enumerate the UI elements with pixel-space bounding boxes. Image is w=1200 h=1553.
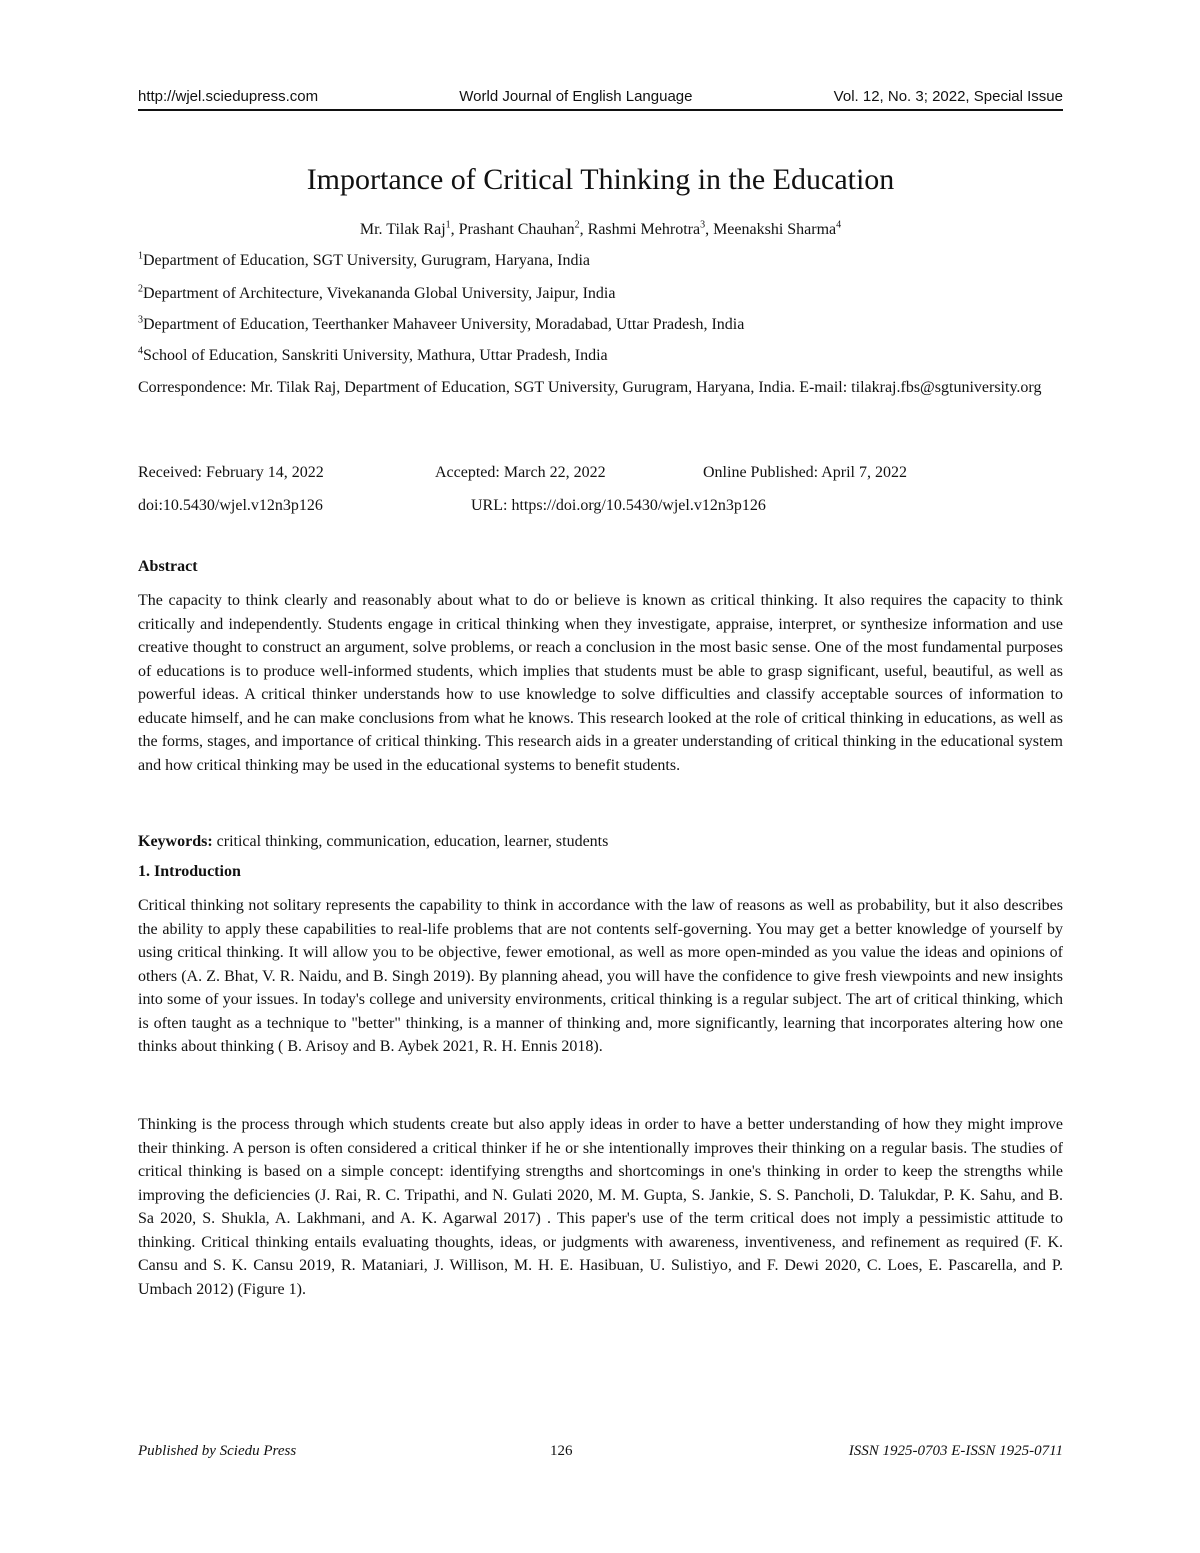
- author-sup: 1: [445, 219, 451, 231]
- publisher: Published by Sciedu Press: [138, 1443, 297, 1459]
- author-name: Rashmi Mehrotra: [587, 221, 701, 238]
- correspondence: Correspondence: Mr. Tilak Raj, Department of Education, SGT University, Gurugram, Haryana, India. E-mail: tilakraj.fbs@sgtuniversity.org: [138, 379, 1042, 396]
- author-name: Meenakshi Sharma: [713, 221, 837, 238]
- affiliation-text: Department of Education, Teerthanker Mahaveer University, Moradabad, Uttar Pradesh, India: [143, 316, 745, 333]
- volume-info: Vol. 12, No. 3; 2022, Special Issue: [833, 88, 1063, 105]
- author-separator: ,: [579, 221, 588, 238]
- author-sup: 4: [836, 219, 842, 231]
- affiliation-number: 3: [138, 314, 143, 326]
- author-sup: 2: [574, 219, 580, 231]
- affiliation-text: Department of Architecture, Vivekananda Global University, Jaipur, India: [143, 285, 616, 302]
- author-sup: 3: [700, 219, 706, 231]
- affiliation: [138, 283, 615, 305]
- doi-url[interactable]: URL: https://doi.org/10.5430/wjel.v12n3p126: [471, 497, 766, 514]
- keywords: [138, 831, 608, 853]
- journal-url[interactable]: http://wjel.sciedupress.com: [138, 88, 319, 105]
- doi: doi:10.5430/wjel.v12n3p126: [138, 497, 323, 514]
- affiliation: [138, 314, 744, 336]
- affiliation-text: Department of Education, SGT University, Gurugram, Haryana, India: [143, 252, 590, 269]
- running-header: [138, 88, 1063, 111]
- received-date: Received: February 14, 2022: [138, 464, 324, 481]
- affiliation-text: School of Education, Sanskriti University, Mathura, Uttar Pradesh, India: [143, 347, 608, 364]
- page-number: 126: [550, 1443, 573, 1459]
- affiliation-number: 1: [138, 250, 143, 262]
- affiliation-number: 4: [138, 345, 143, 357]
- accepted-date: Accepted: March 22, 2022: [435, 464, 606, 481]
- affiliation: [138, 345, 608, 367]
- author-name: Prashant Chauhan: [458, 221, 575, 238]
- author-separator: ,: [450, 221, 459, 238]
- abstract-heading: Abstract: [138, 558, 198, 575]
- page-footer: [138, 1443, 1063, 1465]
- abstract-text: The capacity to think clearly and reasonably about what to do or believe is known as critical thinking. It also requires the capacity to think critically and independently. Students engage in critical thinking when they investigate, appraise, interpret, or synthesize information and use creative thought to construct an argument, solve problems, or reach a conclusion in the most basic sense. One of the most fundamental purposes of educations is to produce well-informed students, which implies that students must be able to grasp significant, useful, beautiful, as well as powerful ideas. A critical thinker understands how to use knowledge to solve difficulties and classify acceptable sources of information to educate himself, and he can make conclusions from what he knows. This research looked at the role of critical thinking in educations, as well as the forms, stages, and importance of critical thinking. This research aids in a greater understanding of critical thinking in the educational system and how critical thinking may be used in the educational systems to benefit students.: [138, 592, 1063, 774]
- paper-title: Importance of Critical Thinking in the Education: [306, 163, 895, 196]
- author-name: Mr. Tilak Raj: [359, 221, 446, 238]
- introduction-heading: 1. Introduction: [138, 863, 241, 880]
- author-separator: ,: [705, 221, 714, 238]
- keywords-text: critical thinking, communication, education, learner, students: [212, 833, 609, 850]
- affiliation-number: 2: [138, 283, 143, 295]
- keywords-label: Keywords:: [138, 833, 213, 850]
- intro-paragraph-1: Critical thinking not solitary represents the capability to think in accordance with the law of reasons as well as probability, but it also describes the ability to apply these capabilities to real-life problems that are not contents self-governing. You may get a better knowledge of yourself by using critical thinking. It will allow you to be objective, fewer emotional, as well as more open-minded as you value the ideas and opinions of others (A. Z. Bhat, V. R. Naidu, and B. Singh 2019). By planning ahead, you will have the confidence to give fresh viewpoints and new insights into some of your issues. In today's college and university environments, critical thinking is a regular subject. The art of critical thinking, which is often taught as a technique to "better" thinking, is a manner of thinking and, more significantly, learning that incorporates altering how one thinks about thinking ( B. Arisoy and B. Aybek 2021, R. H. Ennis 2018).: [138, 897, 1063, 1055]
- published-date: Online Published: April 7, 2022: [703, 464, 907, 481]
- journal-name: World Journal of English Language: [459, 88, 693, 105]
- intro-paragraph-2: Thinking is the process through which students create but also apply ideas in order to have a better understanding of how they might improve their thinking. A person is often considered a critical thinker if he or she intentionally improves their thinking on a regular basis. The studies of critical thinking is based on a simple concept: identifying strengths and shortcomings in one's thinking in order to keep the strengths while improving the deficiencies (J. Rai, R. C. Tripathi, and N. Gulati 2020, M. M. Gupta, S. Jankie, S. S. Pancholi, D. Talukdar, P. K. Sahu, and B. Sa 2020, S. Shukla, A. Lakhmani, and A. K. Agarwal 2017) . This paper's use of the term critical does not imply a pessimistic attitude to thinking. Critical thinking entails evaluating thoughts, ideas, or judgments with awareness, inventiveness, and refinement as required (F. K. Cansu and S. K. Cansu 2019, R. Mataniari, J. Willison, M. H. E. Hasibuan, U. Sulistiyo, and F. Dewi 2020, C. Loes, E. Pascarella, and P. Umbach 2012) (Figure 1).: [138, 1116, 1063, 1298]
- issn: ISSN 1925-0703 E-ISSN 1925-0711: [848, 1443, 1063, 1459]
- author-list: [138, 219, 1063, 241]
- affiliation: [138, 250, 590, 272]
